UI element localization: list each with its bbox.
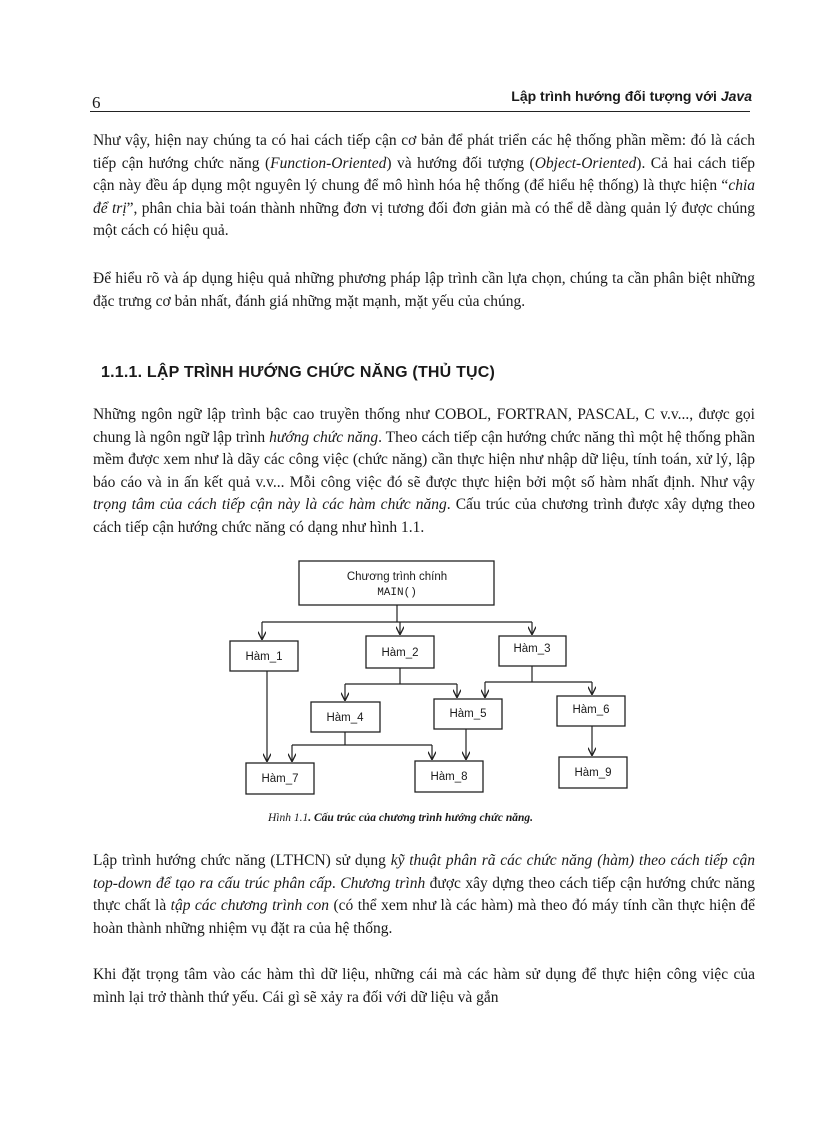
p1-text-g: ”, phân chia bài toán thành những đơn vị tương đối đơn giản mà có thể dễ dàng quản lý được chúng một cách có hiệu quả. <box>93 199 755 239</box>
ham6-label: Hàm_6 <box>572 704 610 716</box>
p1-text-a: Như vậy, hiện nay chúng ta có hai cách tiếp cận cơ bản để phát triển các hệ thống phần mềm: đó là cách tiếp cận hướng chức năng ( <box>93 132 755 172</box>
p3-emphasis: trọng tâm của cách tiếp cận này là các hàm chức năng <box>93 496 447 513</box>
main-code: MAIN() <box>377 587 417 599</box>
p1-text-e: ). Cả hai cách tiếp cận này đều áp dụng một nguyên lý chung để mô hình hóa hệ thống (để hiểu hệ thống) là thực hiện “ <box>93 154 755 194</box>
ham3-label: Hàm_3 <box>513 643 551 655</box>
ham9-label: Hàm_9 <box>574 767 612 779</box>
p4-emphasis-program: Chương trình <box>340 874 426 892</box>
figure-caption <box>268 812 533 824</box>
paragraph-lthcn <box>93 850 755 940</box>
figure-caption-label: Hình 1.1 <box>268 812 309 824</box>
ham4-label: Hàm_4 <box>326 712 364 724</box>
ham1-label: Hàm_1 <box>245 651 283 663</box>
p4-emphasis-technique: kỹ thuật phân rã các chức năng (hàm) theo cách tiếp cận top-down để tạo ra cấu trúc phân cấp <box>93 852 755 892</box>
p3-text-e: . Cấu trúc của chương trình được xây dựng theo cách tiếp cận hướng chức năng có dạng như hình 1.1. <box>93 496 755 536</box>
running-header-java: Java <box>720 88 752 104</box>
ham7-label: Hàm_7 <box>261 773 299 785</box>
paragraph-compare: Để hiểu rõ và áp dụng hiệu quả những phương pháp lập trình cần lựa chọn, chúng ta cần phân biệt những đặc trưng cơ bản nhất, đánh giá những mặt mạnh, mặt yếu của chúng. <box>93 270 755 310</box>
p3-text-c: . Theo cách tiếp cận hướng chức năng thì một hệ thống phần mềm được xem như là dãy các công việc (chức năng) cần thực hiện như nhập dữ liệu, tính toán, xử lý, lập báo cáo và in ấn kết quả v.v... Mỗi công việc đó sẽ được thực hiện bởi một số hàm nhất định. Như vậy <box>93 428 755 491</box>
p3-term: hướng chức năng <box>269 428 379 446</box>
running-header-text: Lập trình hướng đối tượng với <box>511 88 721 104</box>
main-label: Chương trình chính <box>346 571 448 583</box>
p1-term-divide-conquer: chia để trị <box>93 177 755 217</box>
section-heading: 1.1.1. LẬP TRÌNH HƯỚNG CHỨC NĂNG (THỦ TỤC) <box>101 364 496 381</box>
p3-text-a: Những ngôn ngữ lập trình bậc cao truyền thống như COBOL, FORTRAN, PASCAL, C v.v..., được gọi chung là ngôn ngữ lập trình <box>93 406 755 446</box>
paragraph-data-focus: Khi đặt trọng tâm vào các hàm thì dữ liệu, những cái mà các hàm sử dụng để thực hiện công việc của mình lại trở thành thứ yếu. Cái gì sẽ xảy ra đối với dữ liệu và gắn <box>93 966 755 1006</box>
p1-term-object-oriented: Object-Oriented <box>534 154 637 172</box>
p1-term-function-oriented: Function-Oriented <box>270 154 387 172</box>
p4-text-c: . <box>331 874 341 892</box>
page-number: 6 <box>92 93 101 112</box>
p4-text-g: (có thể xem như là các hàm) mà theo đó máy tính cần thực hiện để hoàn thành những nhiệm vụ đặt ra của hệ thống. <box>93 897 756 937</box>
p1-text-c: ) và hướng đối tượng ( <box>386 154 535 172</box>
ham8-label: Hàm_8 <box>430 771 468 783</box>
p4-text-a: Lập trình hướng chức năng (LTHCN) sử dụng <box>93 852 391 869</box>
p4-text-e: được xây dựng theo cách tiếp cận hướng chức năng thực chất là <box>93 874 755 914</box>
ham2-label: Hàm_2 <box>381 647 419 659</box>
figure-caption-text: . Cấu trúc của chương trình hướng chức năng. <box>308 812 533 824</box>
p4-emphasis-subprograms: tập các chương trình con <box>170 897 330 914</box>
ham5-label: Hàm_5 <box>449 708 487 720</box>
